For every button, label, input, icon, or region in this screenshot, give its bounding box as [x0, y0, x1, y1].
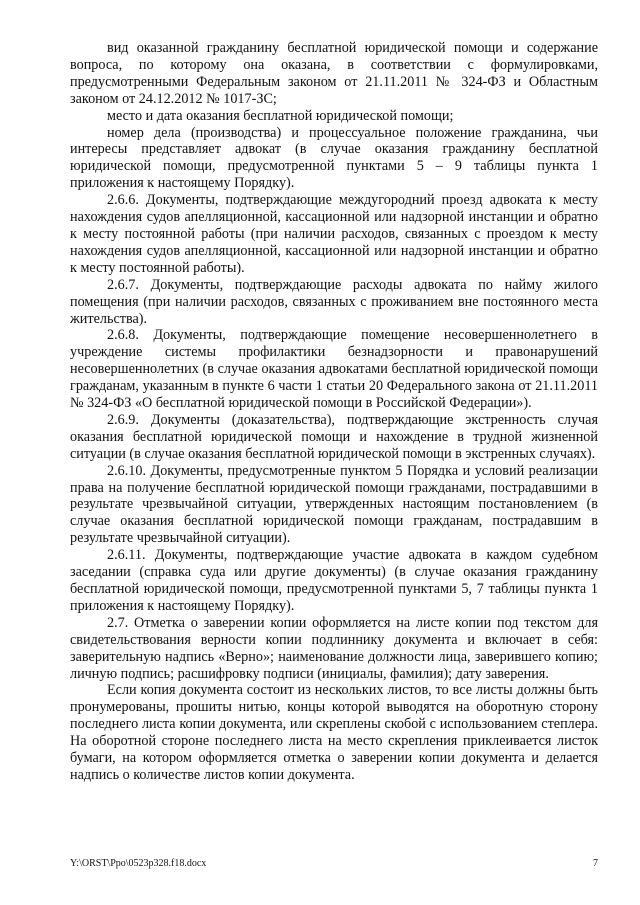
paragraph-2-7: 2.7. Отметка о заверении копии оформляется на листе копии под текстом для свидетельствования верности копии подлиннику документа и включает в себя: заверительную надпись «Верно»; наименование должности лица, заверившего копию; личную подпись; расшифровку подписи (инициалы, фамилия); дату заверения. [70, 614, 598, 682]
paragraph-2-6-9: 2.6.9. Документы (доказательства), подтверждающие экстренность случая оказания бесплатной юридической помощи и нахождение в трудной жизненной ситуации (в случае оказания бесплатной юридической помощи в экстренных случаях). [70, 411, 598, 462]
paragraph-2-6-8: 2.6.8. Документы, подтверждающие помещение несовершеннолетнего в учреждение системы профилактики безнадзорности и правонарушений несовершеннолетних (в случае оказания адвокатами бесплатной юридической помощи гражданам, указанным в пункте 6 части 1 статьи 20 Федерального закона от 21.11.2011 № 324-ФЗ «О бесплатной юридической помощи в Российской Федерации»). [70, 327, 598, 412]
paragraph-multi-sheet-copy: Если копия документа состоит из нескольких листов, то все листы должны быть пронумерованы, прошиты нитью, концы которой выводятся на оборотную сторону последнего листа копии документа, или скреплены скобой с использованием степлера. На оборотной стороне последнего листа на место скрепления приклеивается листок бумаги, на котором оформляется отметка о заверении копии документа и делается надпись о количестве листов копии документа. [70, 682, 598, 783]
document-page [70, 40, 598, 784]
paragraph-2-6-11: 2.6.11. Документы, подтверждающие участие адвоката в каждом судебном заседании (справка суда или другие документы) (в случае оказания гражданину бесплатной юридической помощи, предусмотренной пунктами 5, 7 таблицы пункта 1 приложения к настоящему Порядку). [70, 547, 598, 614]
paragraph-case-number: номер дела (производства) и процессуальное положение гражданина, чьи интересы представляет адвокат (в случае оказания гражданину бесплатной юридической помощи, предусмотренной пунктами 5 – 9 таблицы пункта 1 приложения к настоящему Порядку). [70, 124, 598, 192]
paragraph-2-6-10: 2.6.10. Документы, предусмотренные пунктом 5 Порядка и условий реализации права на получение бесплатной юридической помощи гражданами, пострадавшими в результате чрезвычайной ситуации, утвержденных настоящим постановлением (в случае оказания бесплатной юридической помощи гражданам, пострадавшим в результате чрезвычайной ситуации). [70, 462, 598, 547]
footer-file-path: Y:\ORST\Ppo\0523p328.f18.docx [70, 858, 207, 869]
paragraph-2-6-6: 2.6.6. Документы, подтверждающие междугородний проезд адвоката к месту нахождения судов апелляционной, кассационной или надзорной инстанции и обратно к месту постоянной работы (при наличии расходов, связанных с проездом к месту нахождения судов апелляционной, кассационной или надзорной инстанции и обратно к месту постоянной работы). [70, 192, 598, 276]
paragraph-2-6-7: 2.6.7. Документы, подтверждающие расходы адвоката по найму жилого помещения (при наличии расходов, связанных с проживанием вне постоянного места жительства). [70, 276, 598, 327]
paragraph-service-type: вид оказанной гражданину бесплатной юридической помощи и содержание вопроса, по которому она оказана, в соответствии с формулировками, предусмотренными Федеральным законом от 21.11.2011 № 324-ФЗ и Областным законом от 24.12.2012 № 1017-ЗС; [70, 40, 598, 107]
paragraph-place-date: место и дата оказания бесплатной юридической помощи; [107, 107, 454, 124]
page-footer [70, 858, 598, 870]
footer-page-number: 7 [593, 858, 598, 869]
